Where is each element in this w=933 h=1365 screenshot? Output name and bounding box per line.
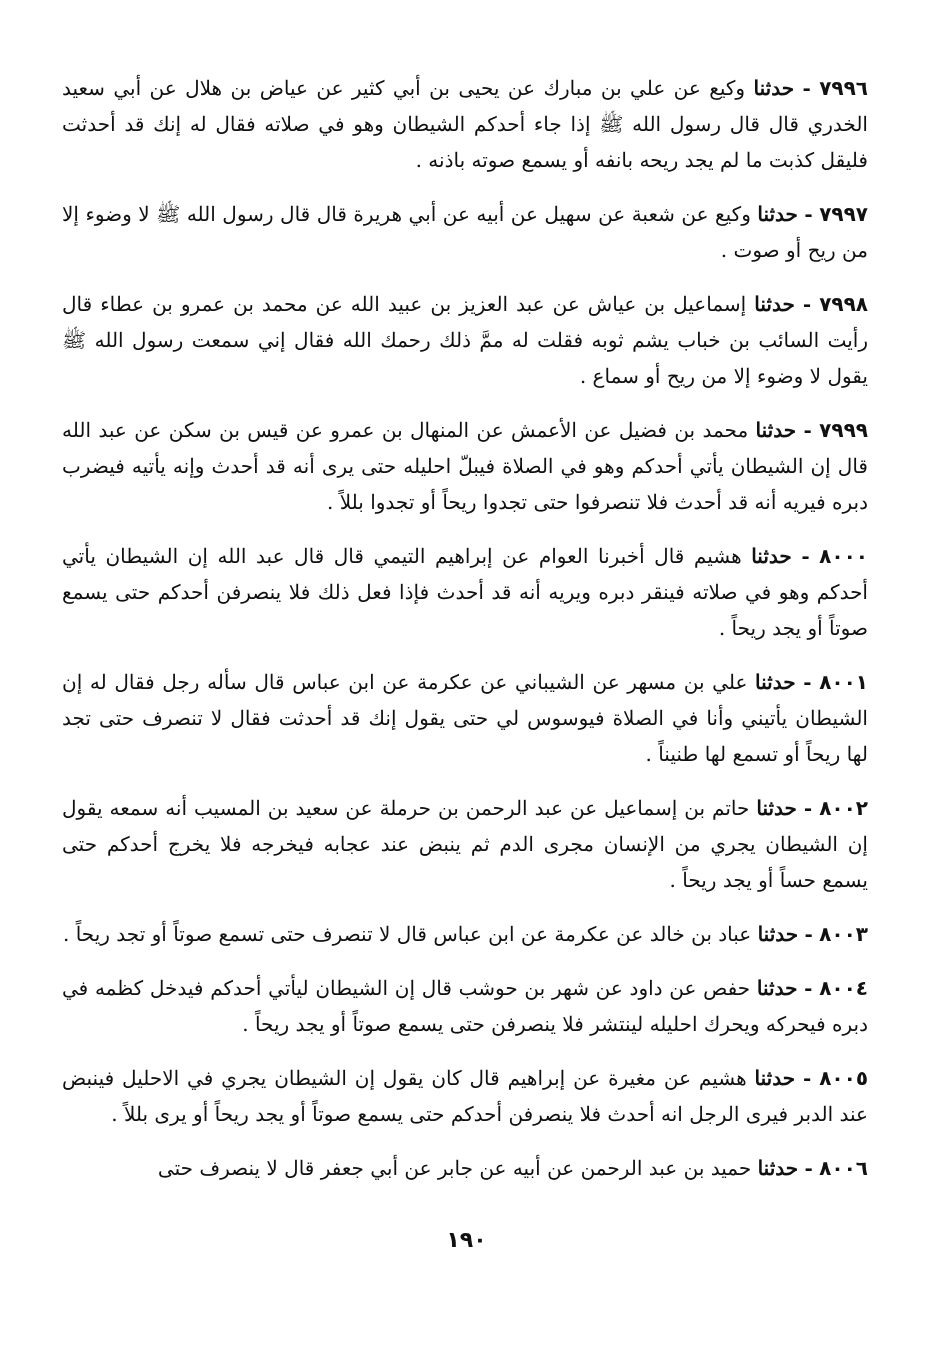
hadith-text: حفص عن داود عن شهر بن حوشب قال إن الشيطان ليأتي أحدكم فيدخل كظمه في دبره فيحركه ويحرك احليله لينتشر فلا ينصرفن حتى يسمع صوتاً أو يجد ريحاً . (62, 976, 868, 1036)
hadith-7996 (62, 70, 868, 178)
hadith-dash: - (802, 76, 811, 100)
hadith-dash: - (803, 1066, 812, 1090)
hadith-text: حميد بن عبد الرحمن عن أبيه عن جابر عن أبي جعفر قال لا ينصرف حتى (157, 1156, 752, 1180)
hadith-dash: - (801, 544, 810, 568)
hadith-text: عباد بن خالد عن عكرمة عن ابن عباس قال لا تنصرف حتى تسمع صوتاً أو تجد ريحاً . (63, 922, 752, 946)
page-body (62, 70, 868, 1330)
hadith-number: ٨٠٠٤ (819, 976, 869, 1000)
hadith-8004 (62, 970, 868, 1042)
hadith-7998 (62, 286, 868, 394)
hadith-text: حاتم بن إسماعيل عن عبد الرحمن بن حرملة عن سعيد بن المسيب أنه سمعه يقول إن الشيطان يجري من الإنسان مجرى الدم ثم ينبض عند عجابه فيخرجه فلا يخرج أحدكم حتى يسمع حساً أو يجد ريحاً . (62, 796, 868, 892)
hadith-number: ٨٠٠٥ (819, 1066, 869, 1090)
hadith-intro: حدثنا (754, 292, 795, 316)
hadith-intro: حدثنا (753, 76, 795, 100)
hadith-number: ٨٠٠٢ (819, 796, 869, 820)
hadith-intro: حدثنا (755, 670, 796, 694)
hadith-text: محمد بن فضيل عن الأعمش عن المنهال بن عمرو عن قيس بن سكن عن عبد الله قال إن الشيطان يأتي أحدكم وهو في الصلاة فيبلّ احليله حتى يرى أنه قد أحدث وإنه يأتيه فيضرب دبره فيريه أنه قد أحدث فلا تنصرفوا حتى تجدوا ريحاً أو تجدوا بللاً . (62, 418, 868, 514)
hadith-intro: حدثنا (757, 1156, 799, 1180)
hadith-8005 (62, 1060, 868, 1132)
hadith-intro: حدثنا (757, 922, 799, 946)
hadith-dash: - (804, 922, 813, 946)
hadith-dash: - (803, 670, 812, 694)
hadith-number: ٧٩٩٨ (819, 292, 869, 316)
hadith-8002 (62, 790, 868, 898)
hadith-dash: - (803, 418, 812, 442)
hadith-8001 (62, 664, 868, 772)
hadith-number: ٨٠٠٦ (819, 1156, 868, 1180)
hadith-text: إسماعيل بن عياش عن عبد العزيز بن عبيد الله عن محمد بن عمرو بن عطاء قال رأيت السائب بن خباب يشم ثوبه فقلت له ممَّ ذلك رحمك الله فقال إني سمعت رسول الله ﷺ يقول لا وضوء إلا من ريح أو سماع . (62, 292, 868, 388)
hadith-intro: حدثنا (754, 1066, 796, 1090)
hadith-number: ٧٩٩٦ (819, 76, 869, 100)
hadith-number: ٧٩٩٧ (819, 202, 869, 226)
hadith-dash: - (804, 1156, 813, 1180)
hadith-text: وكيع عن علي بن مبارك عن يحيى بن أبي كثير عن عياض بن هلال عن أبي سعيد الخدري قال قال رسول الله ﷺ إذا جاء أحدكم الشيطان وهو في صلاته فقال له إنك قد أحدثت فليقل كذبت ما لم يجد ريحه بانفه أو يسمع صوته باذنه . (62, 76, 868, 172)
hadith-intro: حدثنا (756, 976, 798, 1000)
hadith-number: ٨٠٠٣ (819, 922, 868, 946)
hadith-7999 (62, 412, 868, 520)
hadith-text: وكيع عن شعبة عن سهيل عن أبيه عن أبي هريرة قال قال رسول الله ﷺ لا وضوء إلا من ريح أو صوت . (62, 202, 868, 262)
hadith-intro: حدثنا (755, 418, 797, 442)
hadith-dash: - (804, 202, 813, 226)
page-number: ١٩٠ (446, 1228, 487, 1253)
hadith-intro: حدثنا (751, 544, 792, 568)
hadith-8003 (62, 916, 868, 952)
hadith-intro: حدثنا (757, 202, 798, 226)
hadith-text: هشيم قال أخبرنا العوام عن إبراهيم التيمي قال قال عبد الله إن الشيطان يأتي أحدكم وهو في صلاته فينقر دبره ويريه أنه قد أحدث فإذا فعل ذلك فلا ينصرفن أحدكم حتى يسمع صوتاً أو يجد ريحاً . (62, 544, 868, 640)
hadith-7997 (62, 196, 868, 268)
hadith-number: ٨٠٠٠ (819, 544, 868, 568)
hadith-8000 (62, 538, 868, 646)
hadith-8006 (62, 1150, 868, 1186)
hadith-dash: - (802, 292, 812, 316)
hadith-intro: حدثنا (756, 796, 797, 820)
hadith-dash: - (803, 796, 813, 820)
hadith-number: ٧٩٩٩ (819, 418, 868, 442)
hadith-number: ٨٠٠١ (819, 670, 869, 694)
hadith-text: علي بن مسهر عن الشيباني عن عكرمة عن ابن عباس قال سأله رجل فقال له إن الشيطان يأتيني وأنا في الصلاة فيوسوس لي حتى يقول إنك قد أحدثت فقال لا تنصرف حتى تجد لها ريحاً أو تسمع لها طنيناً . (62, 670, 868, 766)
hadith-dash: - (804, 976, 813, 1000)
hadith-text: هشيم عن مغيرة عن إبراهيم قال كان يقول إن الشيطان يجري في الاحليل فينبض عند الدبر فيرى الرجل انه أحدث فلا ينصرفن أحدكم حتى يسمع صوتاً أو يجد ريحاً أو يرى بللاً . (62, 1066, 868, 1126)
